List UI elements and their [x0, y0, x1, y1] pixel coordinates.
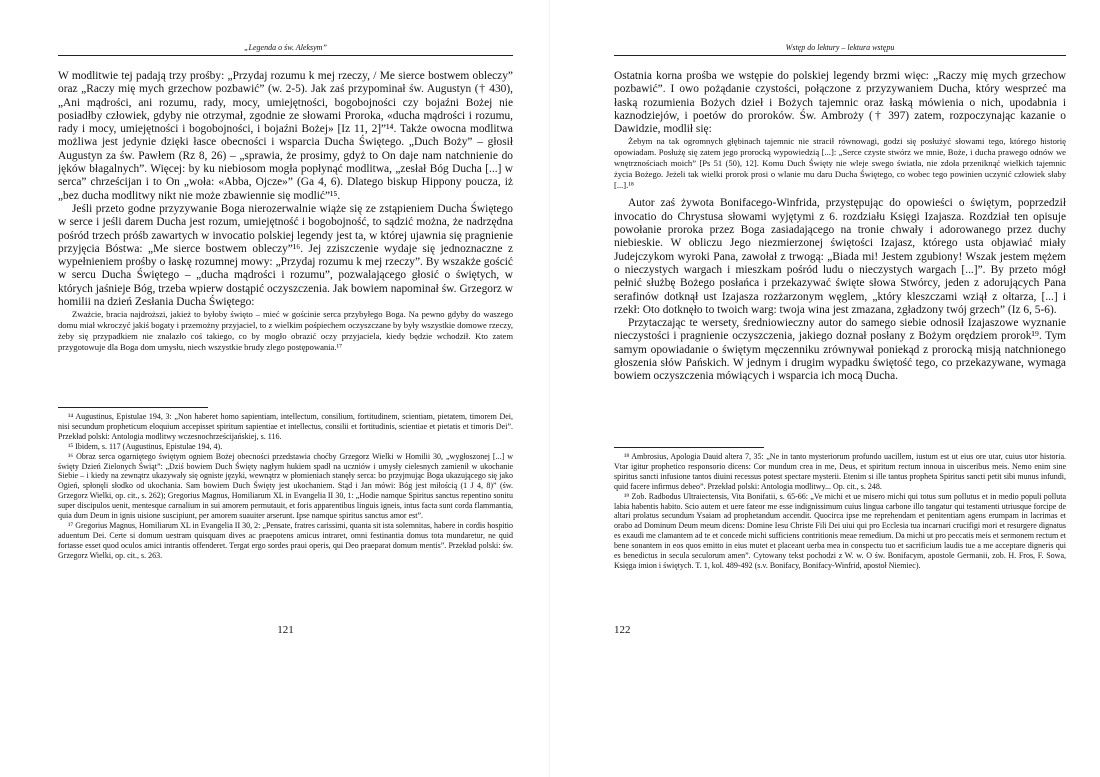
- running-head: Wstęp do lektury – lektura wstępu: [614, 43, 1066, 56]
- block-quote: Zważcie, bracia najdroższi, jakież to byłoby święto – mieć w gościnie serca przybyłego Boga. Na pewno gdyby do waszego domu miał wkroczyć jakiś bogaty i przemożny przyjaciel, to z wielkim pośpiechem oczyszczane by były wszystkie domowe rzeczy, żeby się przypadkiem nie znalazło coś takiego, co by mogło obrazić oczy przyjaciela, kiedy będzie wchodził. Kto zatem przygotowuje dla Boga dom umysłu, niech wszystkie brudy zlego postępowania.¹⁷: [58, 309, 513, 353]
- footnote-rule: [58, 407, 208, 408]
- body-text: [614, 70, 1066, 384]
- footnote: ¹⁵ Ibidem, s. 117 (Augustinus, Epistulae 194, 4).: [68, 441, 223, 451]
- footnote: ¹⁷ Gregorius Magnus, Homiliarum XL in Evangelia II 30, 2: „Pensate, fratres carissimi, quanta sit ista solemnitas, habere in cordis hospitio aduentum Dei. Certe si domum uestram quisquam dives ac praepotens amicus intraret, omni festinantia domus tota mundaretur, ne quid fortasse esset quod oculos amici intrantis offenderet. Tergat ergo sordes praui operis, qui Deo praeparat domum mentis”. Przekład polski: św. Grzegorz Wielki, op. cit., s. 263.: [58, 520, 513, 560]
- body-text: [58, 70, 513, 353]
- paragraph: Ostatnia korna prośba we wstępie do polskiej legendy brzmi więc: „Raczy mię mych grzechow pozbawić”. I owo pożądanie czystości, połączone z przyzywaniem Ducha, który wesprzeć ma łaską rozumienia Bożych dzieł i Bożych tajemnic oraz łaską mówienia o nich, upodabnia i kaznodziejów, i poetów do proroków. Św. Ambroży († 397) zatem, rozpoczynając kazanie o Dawidzie, modlił się:: [614, 70, 1066, 136]
- footnote: ¹⁶ Obraz serca ogarniętego świętym ogniem Bożej obecności przedstawia choćby Grzegorz Wielki w Homilii 30, „wygłoszonej [...] w święty Dzień Zielonych Świąt”: „Dziś bowiem Duch Święty nagłym hukiem spadł na uczniów i umysły cielesnych zamienił w ukochanie Siebie – i kiedy na zewnątrz ukazywały się ogniste języki, wewnątrz w płomieniach stanęły serca: bo przyjmując Boga ukazującego się jako Ogień, spłonęli słodko od ukochania. Sam bowiem Duch Święty jest ukochaniem. Stąd i Jan mówi: Bóg jest miłością (1 J 4, 8)” (św. Grzegorz Wielki, op. cit., s. 262); Gregorius Magnus, Homiliarum XL in Evangelia II 30, 1: „Hodie namque Spiritus sanctus repentino sonitu super discipulos uenit, mentesque carnalium in sui amorem permutauit, et foris apparentibus linguis igneis, intus facta sunt corda flammantia, quia dum Deum in ignis uisione suscipiunt, per amorem suauiter arserunt. Ipse namque spiritus sanctus amor est”.: [58, 451, 513, 521]
- page-number: 121: [277, 624, 294, 636]
- footnotes: [614, 447, 1066, 571]
- footnote: ¹⁴ Augustinus, Epistulae 194, 3: „Non haberet homo sapientiam, intellectum, consilium, fortitudinem, scientiam, pietatem, timorem Dei, nisi secundum propheticum eloquium accepisset spiritum sapientiae et intellectus, consilii et fortitudinis, scientiae et pietatis et timoris Dei”. Przekład polski: Antologia modlitwy wczesnochrześcijańskiej, s. 116.: [58, 412, 513, 441]
- footnote: ¹⁹ Zob. Radbodus Ultraiectensis, Vita Bonifatii, s. 65-66: „Ve michi et ue misero michi qui totus sum pollutus et in medio populi polluta labia habentis habito. Scio autem et uere fateor me esse indignissimum cuius lingua carbone illo tangatur qui testamenti utriusque forcipe de altari prolatus secundum Ysaiam ad prophetandum accendit. Quocirca ipse me reprehendam et penitentiam agens erumpam in lacrimas et orabo ad Dominum Deum meum dicens: Domine Iesu Christe Fili Dei uiui qui pro Ecclesia tua incarnari crucifigi mori et resurgere dignatus es exaudi me clamantem ad te et concede michi sufficiens contritionis meae remedium. Da michi ut pro peccatis meis et sermonem rectum et bene sonantem in eos quos emitto in eius mutet et placeant uerba mea in conspectu tuo et sacrificium laudis tue a me acceptare digneris qui es benedictus in secula seculorum amen”. Cytowany tekst pochodzi z W. w. O św. Bonifacym, apostole Germanii, zob. H. Fros, F. Sowa, Księga imion i świętych. T. 1, kol. 489-492 (s.v. Bonifacy, Bonifacy-Winfrid, apostoł Niemiec).: [614, 491, 1066, 570]
- paragraph: Autor zaś żywota Bonifacego-Winfrida, przystępując do opowieści o świętym, poprzedził invocatio do Chrystusa słowami wyjętymi z 6. rozdziału Księgi Izajasza. Rozdział ten opisuje powołanie proroka przez Boga zasiadającego na tronie chwały i adorowanego przez duchy niebieskie. W obliczu Jego niezmierzonej świętości Izajasz, którego usta objawiać miały Judejczykom wyroki Pana, zawołał z trwogą: „Biada mi! Jestem zgubiony! Wszak jestem mężem o nieczystych wargach i mieszkam pośród ludu o nieczystych wargach [...]”. By przeto mógł pełnić służbę Bożego posłańca i przekazywać święte słowa Stwórcy, jeden z adorujących Pana serafinów dotknął ust Izajasza rozżarzonym węglem, „który kleszczami wziął z ołtarza, [...] i rzekł: Oto dotknęło to twoich warg: twoja wina jest zmazana, zgładzony twój grzech” (Iz 6, 5-6).: [614, 197, 1066, 316]
- left-page: [58, 0, 513, 777]
- paragraph: Przytaczając te wersety, średniowieczny autor do samego siebie odnosił Izajaszowe wyznanie nieczystości i pragnienie oczyszczenia, jakiego doznał posłany z Bożym orędziem prorok¹⁹. Tym samym opowiadanie o świętym męczenniku zrównywał poniekąd z prorocką misją natchnionego głoszenia słów Pańskich. W jednym i drugim wypadku świętość tego, co przekazywane, wymaga bowiem oczyszczenia mówiących i wsparcia ich mocą Ducha.: [614, 317, 1066, 383]
- block-quote: Żebym na tak ogromnych głębinach tajemnic nie stracił równowagi, godzi się posłużyć słowami tego, którego historię opowiadam. Posłużę się zatem jego prorocką wypowiedzią [...]: „Serce czyste stwórz we mnie, Boże, i ducha prawego odnów we wnętrznościach moich” [Ps 51 (50), 12]. Komu Duch Święty nie wleje swego światła, nie zdoła przeniknąć wielkich tajemnic życia Bożego. Jeżeli tak wielki prorok prosi o wlanie mu daru Ducha Świętego, co wobec tego powinien uczynić człowiek słaby [...].¹⁸: [614, 136, 1066, 191]
- footnote-rule: [614, 447, 764, 448]
- paragraph: W modlitwie tej padają trzy prośby: „Przydaj rozumu k mej rzeczy, / Me sierce bostwem obleczy” oraz „Raczy mię mych grzechow pozbawić” (w. 2-5). Jak zaś przypominał św. Augustyn († 430), „Ani mądrości, ani rozumu, rady, mocy, umiejętności, bogobojności czy bojaźni Bożej nie posiadłby człowiek, gdyby nie otrzymał, zgodnie ze słowami Proroka, «ducha mądrości i rozumu, rady i mocy, umiejętności i bogobojności, i bojaźni Bożej» [Iz 11, 2]”¹⁴. Także owocna modlitwa możliwa jest jedynie dzięki łasce obecności i wsparcia Ducha Świętego. „Duch Boży” – głosił Augustyn za św. Pawłem (Rz 8, 26) – „sprawia, że prosimy, gdyż to On daje nam natchnienie do jęków błagalnych”. Więcej: by ku niebiosom mogła popłynąć modlitwa, „zesłał Bóg Ducha [...] w serca” chrześcijan i to On „woła: «Abba, Ojcze»” (Ga 4, 6). Dlatego biskup Hippony poucza, iż „bez ducha modlitwy nikt nie może zbawiennie się modlić”¹⁵.: [58, 70, 513, 202]
- page-number: 122: [614, 624, 631, 636]
- footnotes: [58, 407, 513, 561]
- right-page: [614, 0, 1066, 777]
- paragraph: Jeśli przeto godne przyzywanie Boga nierozerwalnie wiąże się ze zstąpieniem Ducha Świętego w serce i jeśli darem Ducha jest rozum, umiejętność i bogobojność, to sądzić można, że nadrzędna pośród trzech próśb zawartych w invocatio polskiej legendy jest ta, w której ujawnia się pragnienie przyjęcia Bóstwa: „Me sierce bostwem obleczy”¹⁶. Jej zziszczenie wydaje się jednoznaczne z wypełnieniem prośby o łaskę rozumnej mowy: „Przydaj rozumu k mej rzeczy”. By wszakże gościć w sercu Ducha Świętego – „ducha mądrości i rozumu”, pozwalającego głosić o świętych, w których jaśnieje Bóg, trzeba wpierw dostąpić oczyszczenia. Jak bowiem napominał św. Grzegorz w homilii na dzień Zesłania Ducha Świętego:: [58, 202, 513, 309]
- running-head: „Legenda o św. Aleksym”: [58, 43, 513, 56]
- footnote: ¹⁸ Ambrosius, Apologia Dauid altera 7, 35: „Ne in tanto mysteriorum profundo uacillem, iustum est ut eius ore utar, cuius utor historia. Vtar igitur prophetico responsorio dicens: Cor mundum crea in me, Deus, et spiritum rectum innoua in uisceribus meis. Nemo enim sine spiritus sancti infusione tantos diuini recessus potest spectare mysterii. Etenim si ille tantus propheta Spiritus sancti petit sibi munus infundi, quid facere infirmus debeo”. Przekład polski: Antologia modlitwy... Op. cit., s. 248.: [614, 452, 1066, 491]
- book-gutter: [549, 0, 550, 777]
